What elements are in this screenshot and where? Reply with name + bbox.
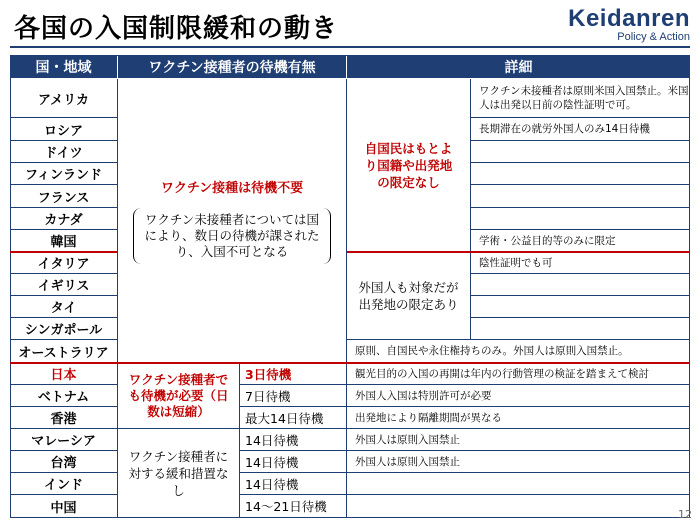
detail-cell [471, 163, 690, 185]
group-separator-1 [10, 251, 118, 253]
page-title: 各国の入国制限緩和の動き [14, 14, 339, 44]
country-cell: 香港 [10, 407, 118, 429]
country-cell: フランス [10, 185, 118, 208]
detail-cell: 外国人は原則入国禁止 [347, 451, 690, 473]
detail-cell: 原則、自国民や永住権持ちのみ。外国人は原則入国禁止。 [347, 340, 690, 363]
scope-b-text: 外国人も対象だが出発地の限定あり [358, 279, 459, 312]
country-cell: ロシア [10, 118, 118, 141]
detail-cell: 観光目的の入国の再開は年内の行動管理の検証を踏まえて検討 [347, 363, 690, 385]
country-cell: フィンランド [10, 163, 118, 185]
detail-cell [471, 318, 690, 340]
detail-cell: 陰性証明でも可 [471, 252, 690, 274]
group1-scope-b [347, 252, 471, 340]
detail-cell [471, 141, 690, 163]
detail-cell [471, 208, 690, 230]
logo-main: Keidanren [568, 5, 690, 32]
wait-cell: 7日待機 [240, 385, 347, 407]
group2-vaccine-note-cell [118, 429, 240, 518]
detail-cell: 外国人は原則入国禁止 [347, 429, 690, 451]
group1-vaccine-note: ワクチン未接種者については国により、数日の待機が課されたり、入国不可となる [133, 208, 331, 264]
scope-a-text: 自国民はもとより国籍や出発地の限定なし [364, 140, 453, 190]
country-cell: カナダ [10, 208, 118, 230]
country-cell: アメリカ [10, 79, 118, 118]
country-cell: インド [10, 473, 118, 495]
country-cell: イギリス [10, 274, 118, 296]
logo-sub: Policy & Action [617, 31, 690, 43]
group-separator-1b [347, 251, 690, 253]
country-cell: ドイツ [10, 141, 118, 163]
group2-vaccine-label: ワクチン接種者でも待機が必要（日数は短縮） [128, 371, 229, 419]
detail-cell: 外国人入国は特別許可が必要 [347, 385, 690, 407]
country-cell: 日本 [10, 363, 118, 385]
detail-cell [471, 185, 690, 208]
group1-vaccine-label: ワクチン接種は待機不要 [160, 181, 304, 196]
country-cell: 台湾 [10, 451, 118, 473]
group1-vaccine-cell [118, 79, 347, 363]
country-cell: タイ [10, 296, 118, 318]
country-cell: オーストラリア [10, 340, 118, 363]
country-cell: ベトナム [10, 385, 118, 407]
header-vaccine: ワクチン接種者の待機有無 [118, 55, 347, 79]
wait-cell: 14～21日待機 [240, 495, 347, 518]
wait-cell: 14日待機 [240, 429, 347, 451]
detail-cell: 出発地により隔離期間が異なる [347, 407, 690, 429]
country-cell: 韓国 [10, 230, 118, 252]
country-cell: マレーシア [10, 429, 118, 451]
detail-cell [347, 495, 690, 518]
country-cell: イタリア [10, 252, 118, 274]
header-country: 国・地域 [10, 55, 118, 79]
wait-cell: 最大14日待機 [240, 407, 347, 429]
group2-vaccine-cell [118, 363, 240, 429]
detail-cell: 長期滞在の就労外国人のみ14日待機 [471, 118, 690, 141]
detail-cell [471, 296, 690, 318]
detail-cell: 学術・公益目的等のみに限定 [471, 230, 690, 252]
country-cell: 中国 [10, 495, 118, 518]
country-cell: シンガポール [10, 318, 118, 340]
wait-cell: 14日待機 [240, 473, 347, 495]
group1-scope-a [347, 79, 471, 252]
wait-cell: 14日待機 [240, 451, 347, 473]
header-detail: 詳細 [347, 55, 690, 79]
detail-cell [347, 473, 690, 495]
group-separator-2 [10, 362, 690, 364]
group2-vaccine-note: ワクチン接種者に対する緩和措置なし [128, 448, 229, 498]
detail-cell: ワクチン未接種者は原則米国入国禁止。米国人は出発以日前の陰性証明で可。 [471, 79, 690, 118]
wait-cell: 3日待機 [240, 363, 347, 385]
detail-cell [471, 274, 690, 296]
page-number: 12 [678, 508, 692, 521]
